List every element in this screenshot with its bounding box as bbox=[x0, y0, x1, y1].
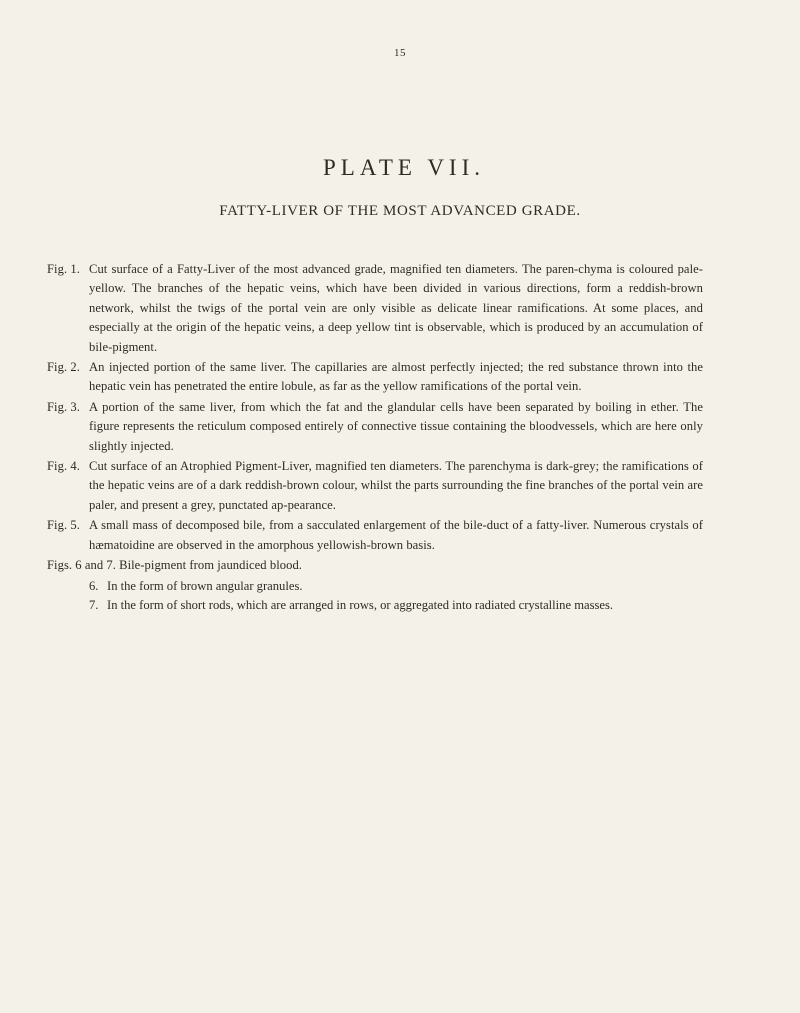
figure-entry-6-7 bbox=[0, 556, 800, 575]
sub-item-text: In the form of brown angular granules. bbox=[107, 578, 303, 593]
figure-description: Cut surface of an Atrophied Pigment-Liver, magnified ten diameters. The parenchyma is dark-grey; the ramifications of the hepatic veins are of a dark reddish-brown colour, whilst the parts surrounding the fine branches of the portal vein are paler, and present a grey, punctated ap-pearance. bbox=[89, 459, 703, 512]
figure-label: Fig. 5. bbox=[47, 518, 80, 533]
figure-entry-5 bbox=[0, 516, 800, 555]
figure-label: Fig. 2. bbox=[47, 360, 80, 375]
figure-description: Cut surface of a Fatty-Liver of the most advanced grade, magnified ten diameters. The paren-chyma is coloured pale-yellow. The branches of the hepatic veins, which have been divided in various directions, form a reddish-brown network, whilst the twigs of the portal vein are only visible as delicate linear ramifications. At some places, and especially at the origin of the hepatic veins, a deep yellow tint is observable, which is produced by an accumulation of bile-pigment. bbox=[89, 262, 703, 354]
sub-item-number: 6. bbox=[89, 578, 99, 593]
sub-item-text: In the form of short rods, which are arranged in rows, or aggregated into radiated crystalline masses. bbox=[107, 597, 614, 612]
figure-entry-2 bbox=[0, 358, 800, 397]
figure-descriptions bbox=[0, 260, 800, 615]
figure-entry-3 bbox=[0, 398, 800, 456]
plate-title: PLATE VII. bbox=[322, 155, 485, 180]
figure-description: An injected portion of the same liver. The capillaries are almost perfectly injected; the red substance thrown into the hepatic vein has penetrated the entire lobule, as far as the yellow ramifications of the portal vein. bbox=[89, 360, 703, 394]
figure-entry-4 bbox=[0, 457, 800, 515]
figure-description: A portion of the same liver, from which the fat and the glandular cells have been separated by boiling in ether. The figure represents the reticulum composed entirely of connective tissue containing the bloodvessels, which are here only slightly injected. bbox=[89, 399, 703, 453]
sub-item-6 bbox=[0, 577, 800, 596]
figure-label: Fig. 4. bbox=[47, 459, 80, 474]
sub-item-7 bbox=[0, 596, 800, 615]
plate-subtitle: FATTY-LIVER OF THE MOST ADVANCED GRADE. bbox=[219, 203, 581, 219]
figure-label: Fig. 1. bbox=[47, 262, 80, 276]
page-number: 15 bbox=[394, 47, 406, 59]
figure-label: Fig. 3. bbox=[47, 399, 80, 414]
figure-description: A small mass of decomposed bile, from a sacculated enlargement of the bile-duct of a fatty-liver. Numerous crystals of hæmatoidine are observed in the amorphous yellowish-brown basis. bbox=[89, 518, 703, 552]
figure-entry-1 bbox=[0, 260, 800, 357]
combined-figure-description: Figs. 6 and 7. Bile-pigment from jaundiced blood. bbox=[47, 558, 302, 573]
sub-item-number: 7. bbox=[89, 597, 99, 612]
